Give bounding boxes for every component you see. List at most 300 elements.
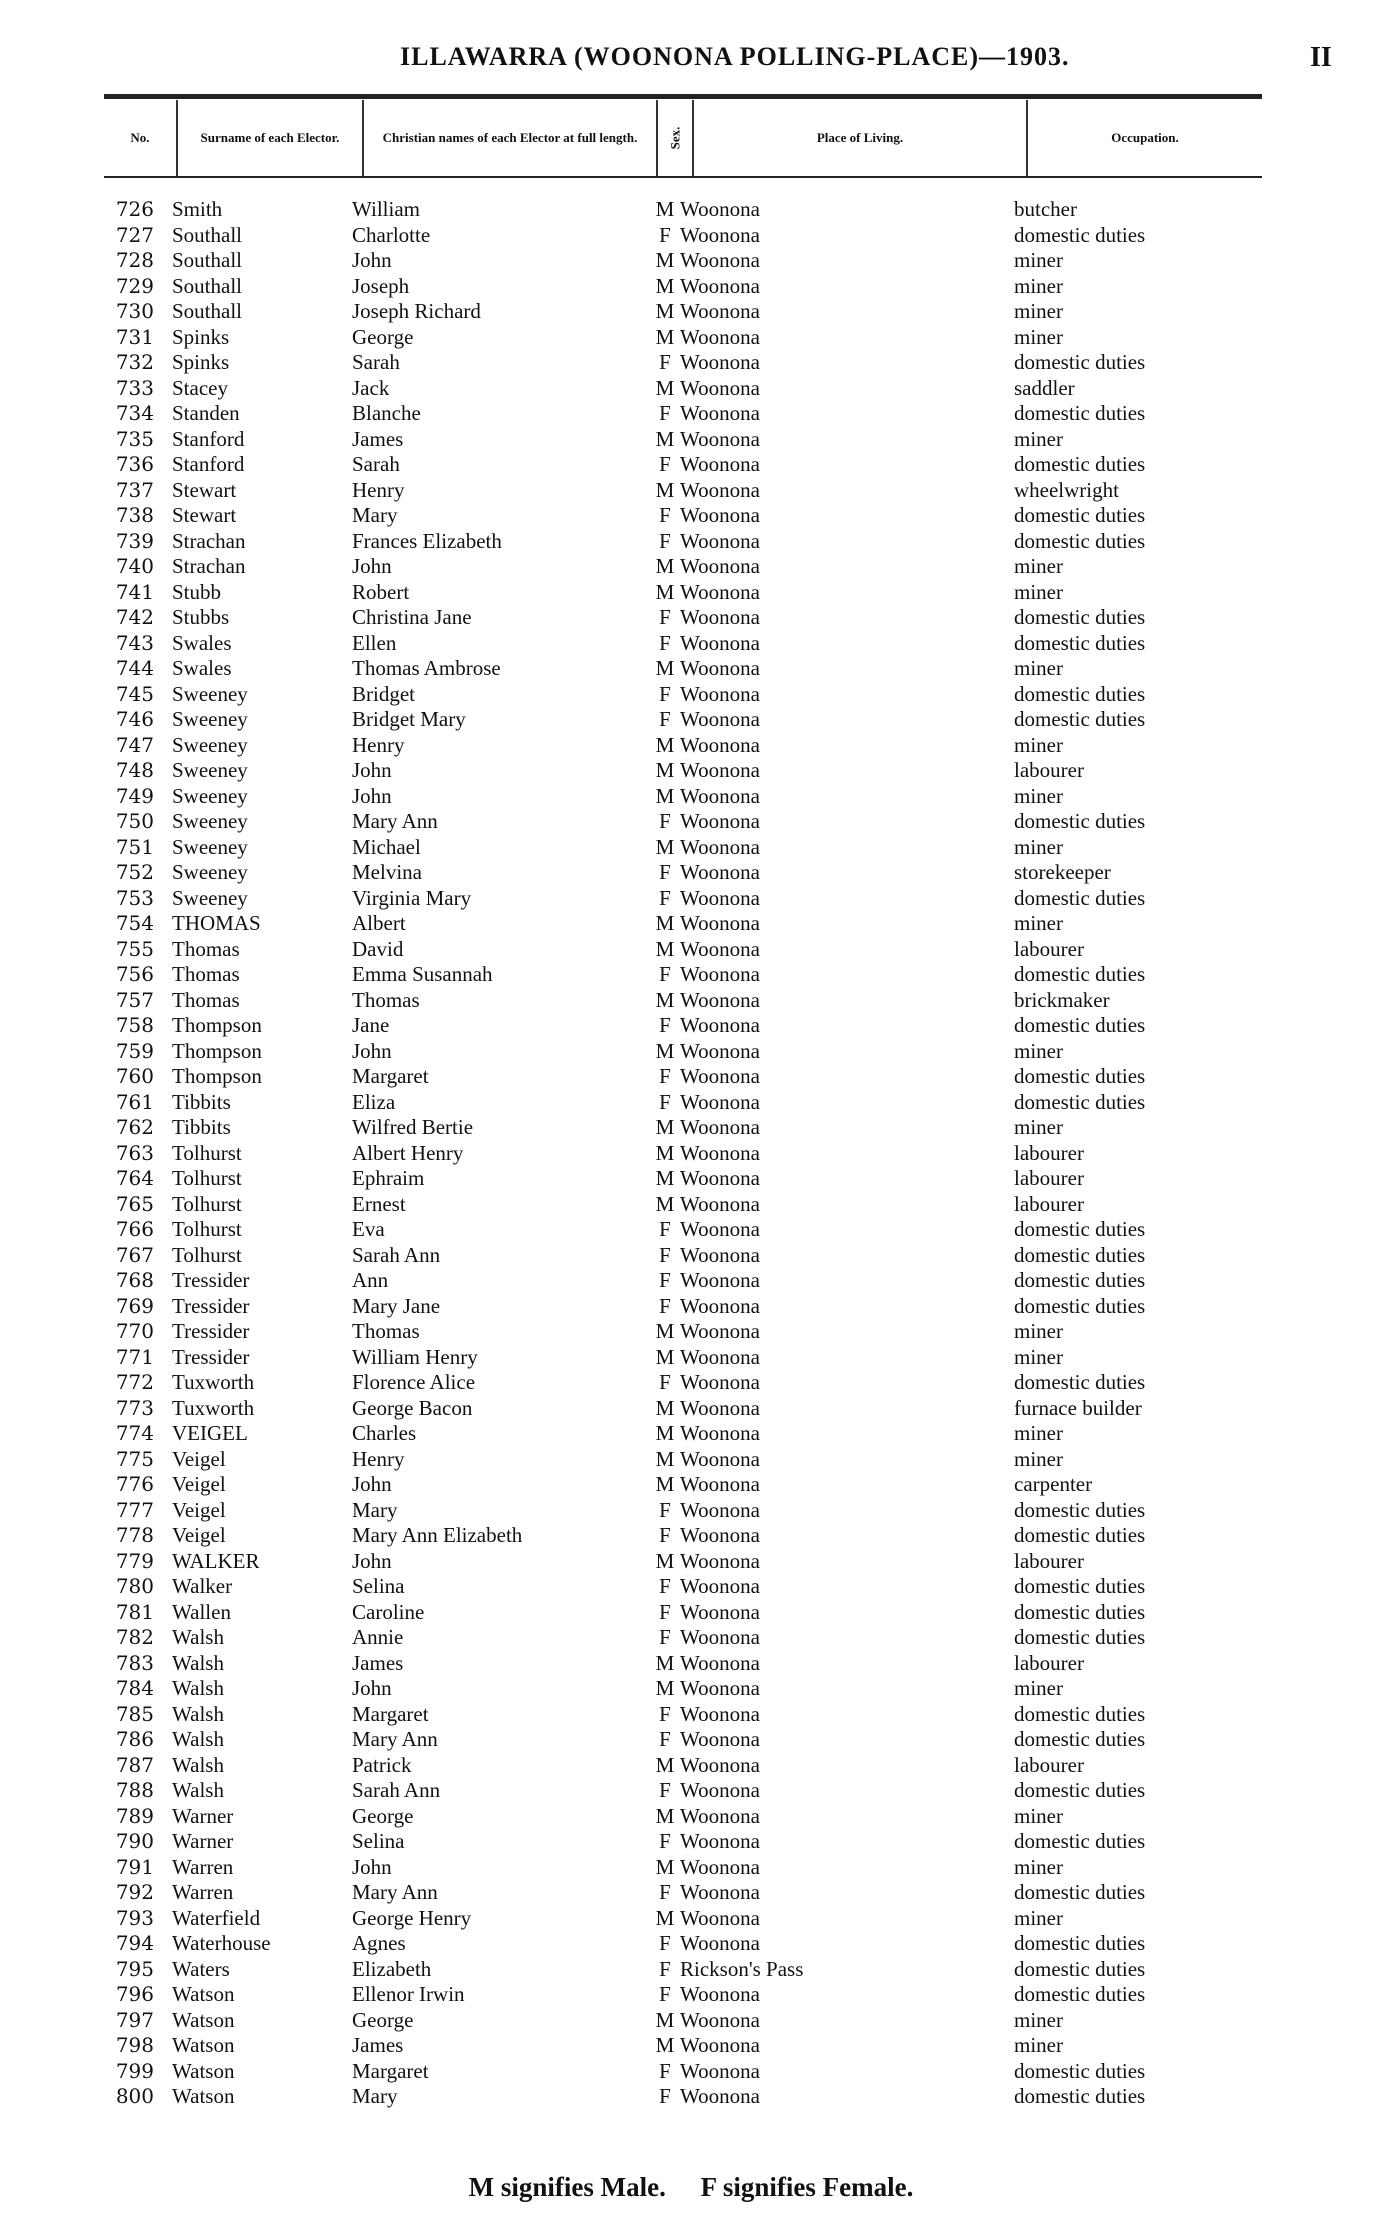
elector-occupation: domestic duties (1014, 605, 1146, 629)
elector-surname: Warren (172, 1880, 234, 1904)
table-row (0, 1702, 1382, 1728)
table-row (0, 1549, 1382, 1575)
elector-place: Woonona (680, 1370, 760, 1394)
elector-surname: Walsh (172, 1752, 224, 1777)
elector-sex: F (659, 681, 671, 706)
elector-sex: F (659, 809, 671, 833)
elector-sex: M (655, 1319, 675, 1343)
elector-number: 737 (115, 477, 154, 502)
elector-occupation: domestic duties (1014, 1701, 1146, 1726)
elector-number: 781 (115, 1599, 154, 1624)
elector-surname: Thomas (172, 962, 240, 986)
elector-christian-names: Caroline (352, 1599, 425, 1624)
elector-place: Woonona (680, 1548, 760, 1573)
elector-occupation: miner (1014, 732, 1063, 757)
elector-christian-names: Virginia Mary (352, 885, 472, 910)
elector-occupation: domestic duties (1014, 503, 1146, 527)
elector-occupation: furnace builder (1014, 1395, 1142, 1420)
elector-surname: Tibbits (172, 1089, 231, 1114)
table-row (0, 1141, 1382, 1167)
elector-number: 751 (115, 834, 154, 859)
elector-occupation: labourer (1014, 1650, 1084, 1675)
elector-christian-names: Patrick (352, 1752, 412, 1777)
elector-sex: F (659, 1599, 671, 1624)
elector-place: Woonona (680, 1344, 760, 1369)
elector-christian-names: John (352, 1472, 392, 1496)
elector-surname: Watson (172, 2058, 235, 2083)
elector-number: 748 (115, 758, 154, 782)
elector-number: 763 (115, 1140, 154, 1165)
elector-place: Woonona (680, 452, 760, 476)
elector-christian-names: Mary (352, 1497, 398, 1522)
elector-christian-names: Sarah (352, 350, 400, 374)
elector-place: Woonona (680, 1166, 760, 1190)
column-header-christian-names: Christian names of each Elector at full length. (364, 100, 658, 176)
elector-number: 753 (115, 885, 154, 910)
table-row (0, 1090, 1382, 1116)
elector-surname: Walsh (172, 1778, 224, 1802)
table-row (0, 656, 1382, 682)
elector-christian-names: Joseph (352, 273, 410, 298)
elector-christian-names: John (352, 1676, 392, 1700)
table-row (0, 554, 1382, 580)
elector-surname: Stewart (172, 477, 237, 502)
elector-place: Woonona (680, 1013, 760, 1037)
page-header (0, 42, 1382, 82)
elector-number: 745 (115, 681, 154, 706)
elector-number: 767 (115, 1242, 154, 1267)
elector-place: Woonona (680, 911, 760, 935)
elector-place: Woonona (680, 426, 760, 451)
table-row (0, 1166, 1382, 1192)
elector-christian-names: Albert (352, 911, 406, 935)
elector-christian-names: Mary Ann (352, 1880, 438, 1904)
elector-christian-names: Eva (352, 1217, 385, 1241)
elector-sex: M (655, 2007, 675, 2032)
elector-place: Woonona (680, 605, 760, 629)
elector-number: 762 (115, 1115, 154, 1139)
table-row (0, 707, 1382, 733)
elector-sex: M (655, 324, 675, 349)
elector-occupation: wheelwright (1014, 477, 1119, 502)
column-header-sex-label: Sex. (667, 126, 682, 150)
elector-occupation: domestic duties (1014, 962, 1146, 986)
elector-occupation: domestic duties (1014, 1523, 1146, 1547)
elector-place: Woonona (680, 2058, 760, 2083)
table-row (0, 631, 1382, 657)
elector-sex: F (659, 350, 671, 374)
elector-christian-names: Florence Alice (352, 1370, 476, 1394)
table-row (0, 2008, 1382, 2034)
elector-place: Woonona (680, 1293, 760, 1318)
elector-surname: Walsh (172, 1676, 224, 1700)
elector-place: Woonona (680, 630, 760, 655)
table-row (0, 248, 1382, 274)
column-header-no: No. (104, 100, 178, 176)
elector-christian-names: John (352, 248, 392, 272)
elector-occupation: domestic duties (1014, 809, 1146, 833)
elector-christian-names: Bridget (352, 681, 415, 706)
elector-surname: Spinks (172, 324, 230, 349)
elector-number: 785 (115, 1701, 154, 1726)
elector-sex: M (655, 911, 675, 935)
elector-surname: Swales (172, 656, 232, 680)
table-row (0, 682, 1382, 708)
elector-occupation: labourer (1014, 1140, 1084, 1165)
elector-surname: Sweeney (172, 885, 248, 910)
elector-sex: M (655, 375, 675, 400)
elector-surname: Tuxworth (172, 1370, 255, 1394)
elector-occupation: domestic duties (1014, 1242, 1146, 1267)
elector-sex: F (659, 1523, 671, 1547)
table-row (0, 2033, 1382, 2059)
elector-number: 773 (115, 1395, 154, 1420)
elector-number: 777 (115, 1497, 154, 1522)
elector-surname: Sweeney (172, 758, 248, 782)
elector-occupation: labourer (1014, 936, 1084, 961)
elector-christian-names: Selina (352, 1829, 405, 1853)
elector-surname: Smith (172, 197, 223, 221)
elector-christian-names: William Henry (352, 1344, 478, 1369)
elector-place: Woonona (680, 707, 760, 731)
elector-occupation: miner (1014, 579, 1063, 604)
table-row (0, 1880, 1382, 1906)
elector-sex: F (659, 1370, 671, 1394)
elector-sex: F (659, 2058, 671, 2083)
elector-number: 741 (115, 579, 154, 604)
table-row (0, 1039, 1382, 1065)
elector-place: Woonona (680, 1038, 760, 1063)
elector-christian-names: James (352, 426, 404, 451)
elector-christian-names: John (352, 783, 392, 808)
elector-christian-names: Ellenor Irwin (352, 1982, 465, 2006)
table-row (0, 1676, 1382, 1702)
elector-number: 794 (115, 1931, 154, 1955)
elector-christian-names: John (352, 758, 392, 782)
elector-place: Woonona (680, 324, 760, 349)
elector-number: 743 (115, 630, 154, 655)
elector-place: Woonona (680, 885, 760, 910)
table-row (0, 2084, 1382, 2110)
elector-place: Woonona (680, 273, 760, 298)
table-row (0, 223, 1382, 249)
elector-sex: M (655, 579, 675, 604)
elector-place: Woonona (680, 1064, 760, 1088)
elector-place: Woonona (680, 503, 760, 527)
elector-place: Woonona (680, 1446, 760, 1471)
elector-place: Woonona (680, 350, 760, 374)
elector-surname: Stubbs (172, 605, 230, 629)
elector-number: 730 (115, 299, 154, 323)
elector-number: 757 (115, 987, 154, 1012)
elector-place: Woonona (680, 1752, 760, 1777)
elector-christian-names: Sarah Ann (352, 1778, 441, 1802)
elector-surname: Standen (172, 401, 240, 425)
elector-occupation: miner (1014, 248, 1063, 272)
elector-surname: Tolhurst (172, 1217, 242, 1241)
elector-surname: Stanford (172, 426, 245, 451)
elector-occupation: miner (1014, 1344, 1063, 1369)
elector-christian-names: Henry (352, 477, 405, 502)
elector-place: Woonona (680, 1319, 760, 1343)
elector-surname: Watson (172, 1982, 235, 2006)
elector-sex: F (659, 452, 671, 476)
elector-christian-names: Eliza (352, 1089, 396, 1114)
elector-place: Woonona (680, 783, 760, 808)
elector-surname: Thompson (172, 1013, 262, 1037)
elector-surname: Warren (172, 1854, 234, 1879)
table-row (0, 1906, 1382, 1932)
elector-surname: Veigel (172, 1497, 226, 1522)
elector-place: Woonona (680, 222, 760, 247)
elector-occupation: domestic duties (1014, 2058, 1146, 2083)
elector-sex: F (659, 1625, 671, 1649)
elector-number: 759 (115, 1038, 154, 1063)
elector-place: Woonona (680, 962, 760, 986)
table-row (0, 1268, 1382, 1294)
elector-christian-names: Mary Ann Elizabeth (352, 1523, 523, 1547)
elector-number: 756 (115, 962, 154, 986)
elector-place: Woonona (680, 1854, 760, 1879)
elector-sex: M (655, 477, 675, 502)
elector-occupation: domestic duties (1014, 1625, 1146, 1649)
table-row (0, 835, 1382, 861)
elector-surname: Walsh (172, 1625, 224, 1649)
table-row (0, 1651, 1382, 1677)
table-row (0, 1753, 1382, 1779)
elector-place: Woonona (680, 579, 760, 604)
elector-christian-names: Charles (352, 1421, 417, 1445)
column-header-sex (658, 100, 694, 176)
elector-number: 782 (115, 1625, 154, 1649)
table-row (0, 1855, 1382, 1881)
elector-surname: Stanford (172, 452, 245, 476)
elector-number: 800 (115, 2084, 154, 2108)
elector-number: 774 (115, 1421, 154, 1445)
elector-sex: F (659, 1268, 671, 1292)
elector-christian-names: Charlotte (352, 222, 431, 247)
elector-place: Woonona (680, 1115, 760, 1139)
elector-surname: Veigel (172, 1446, 226, 1471)
elector-christian-names: Ann (352, 1268, 389, 1292)
elector-occupation: miner (1014, 554, 1063, 578)
elector-place: Woonona (680, 1727, 760, 1751)
elector-place: Woonona (680, 1497, 760, 1522)
elector-occupation: domestic duties (1014, 2084, 1146, 2108)
elector-sex: F (659, 503, 671, 527)
elector-christian-names: Annie (352, 1625, 404, 1649)
table-row (0, 988, 1382, 1014)
table-row (0, 325, 1382, 351)
elector-occupation: domestic duties (1014, 1293, 1146, 1318)
table-row (0, 1447, 1382, 1473)
elector-number: 789 (115, 1803, 154, 1828)
table-row (0, 1600, 1382, 1626)
table-row (0, 758, 1382, 784)
elector-place: Woonona (680, 656, 760, 680)
elector-number: 792 (115, 1880, 154, 1904)
elector-sex: M (655, 554, 675, 578)
elector-christian-names: John (352, 1038, 392, 1063)
elector-sex: M (655, 426, 675, 451)
legend-male: M signifies Male. (468, 2172, 666, 2202)
elector-place: Rickson's Pass (680, 1956, 804, 1981)
elector-surname: Walsh (172, 1727, 224, 1751)
elector-christian-names: George Henry (352, 1905, 472, 1930)
elector-occupation: labourer (1014, 1548, 1084, 1573)
elector-surname: WALKER (172, 1548, 260, 1573)
elector-occupation: domestic duties (1014, 222, 1146, 247)
elector-surname: Southall (172, 299, 243, 323)
elector-number: 742 (115, 605, 154, 629)
elector-number: 733 (115, 375, 154, 400)
elector-christian-names: Bridget Mary (352, 707, 466, 731)
elector-place: Woonona (680, 732, 760, 757)
table-row (0, 529, 1382, 555)
elector-christian-names: Joseph Richard (352, 299, 481, 323)
elector-occupation: butcher (1014, 197, 1077, 221)
elector-surname: Stacey (172, 375, 228, 400)
elector-sex: M (655, 1115, 675, 1139)
elector-surname: Watson (172, 2084, 235, 2108)
elector-christian-names: Sarah Ann (352, 1242, 441, 1267)
elector-place: Woonona (680, 758, 760, 782)
elector-place: Woonona (680, 1421, 760, 1445)
elector-place: Woonona (680, 681, 760, 706)
elector-christian-names: Sarah (352, 452, 400, 476)
elector-christian-names: Emma Susannah (352, 962, 493, 986)
table-row (0, 1192, 1382, 1218)
elector-number: 776 (115, 1472, 154, 1496)
elector-occupation: domestic duties (1014, 885, 1146, 910)
table-row (0, 1931, 1382, 1957)
elector-sex: M (655, 1854, 675, 1879)
elector-surname: Tibbits (172, 1115, 231, 1139)
elector-surname: Sweeney (172, 707, 248, 731)
elector-christian-names: Christina Jane (352, 605, 472, 629)
elector-number: 793 (115, 1905, 154, 1930)
elector-christian-names: Albert Henry (352, 1140, 464, 1165)
elector-occupation: miner (1014, 834, 1063, 859)
elector-place: Woonona (680, 375, 760, 400)
elector-sex: M (655, 1446, 675, 1471)
elector-number: 736 (115, 452, 154, 476)
table-row (0, 376, 1382, 402)
table-row (0, 1345, 1382, 1371)
elector-number: 771 (115, 1344, 154, 1369)
elector-christian-names: James (352, 1650, 404, 1675)
elector-place: Woonona (680, 1982, 760, 2006)
elector-sex: M (655, 197, 675, 221)
elector-sex: M (655, 1191, 675, 1216)
elector-place: Woonona (680, 987, 760, 1012)
elector-surname: Sweeney (172, 732, 248, 757)
table-row (0, 1243, 1382, 1269)
elector-sex: F (659, 962, 671, 986)
elector-number: 795 (115, 1956, 154, 1981)
elector-sex: F (659, 401, 671, 425)
elector-number: 791 (115, 1854, 154, 1879)
elector-place: Woonona (680, 1242, 760, 1267)
elector-surname: Strachan (172, 554, 246, 578)
table-row (0, 401, 1382, 427)
elector-occupation: domestic duties (1014, 401, 1146, 425)
elector-place: Woonona (680, 860, 760, 884)
elector-surname: Tressider (172, 1319, 250, 1343)
elector-place: Woonona (680, 477, 760, 502)
elector-place: Woonona (680, 1829, 760, 1853)
elector-number: 768 (115, 1268, 154, 1292)
elector-christian-names: William (352, 197, 420, 221)
elector-number: 790 (115, 1829, 154, 1853)
elector-surname: Thomas (172, 987, 240, 1012)
elector-number: 798 (115, 2033, 154, 2057)
elector-sex: M (655, 1472, 675, 1496)
table-row (0, 1294, 1382, 1320)
elector-place: Woonona (680, 1931, 760, 1955)
elector-place: Woonona (680, 1625, 760, 1649)
elector-sex: M (655, 1676, 675, 1700)
elector-occupation: domestic duties (1014, 452, 1146, 476)
elector-christian-names: James (352, 2033, 404, 2057)
elector-sex: M (655, 2033, 675, 2057)
elector-christian-names: Michael (352, 834, 421, 859)
elector-place: Woonona (680, 1599, 760, 1624)
elector-christian-names: Margaret (352, 1064, 429, 1088)
elector-christian-names: Margaret (352, 2058, 429, 2083)
elector-number: 755 (115, 936, 154, 961)
elector-number: 758 (115, 1013, 154, 1037)
elector-occupation: storekeeper (1014, 860, 1111, 884)
elector-surname: Tressider (172, 1268, 250, 1292)
elector-number: 799 (115, 2058, 154, 2083)
elector-number: 747 (115, 732, 154, 757)
elector-occupation: domestic duties (1014, 1599, 1146, 1624)
elector-occupation: labourer (1014, 1752, 1084, 1777)
elector-occupation: miner (1014, 426, 1063, 451)
elector-occupation: carpenter (1014, 1472, 1093, 1496)
elector-christian-names: Mary (352, 2084, 398, 2108)
elector-sex: F (659, 605, 671, 629)
elector-occupation: domestic duties (1014, 1829, 1146, 1853)
elector-sex: F (659, 1293, 671, 1318)
elector-place: Woonona (680, 1905, 760, 1930)
elector-number: 739 (115, 528, 154, 553)
elector-number: 746 (115, 707, 154, 731)
elector-occupation: miner (1014, 656, 1063, 680)
elector-number: 788 (115, 1778, 154, 1802)
elector-sex: M (655, 1344, 675, 1369)
elector-surname: Warner (172, 1803, 234, 1828)
legend (0, 2172, 1382, 2203)
elector-surname: Stubb (172, 579, 222, 604)
elector-place: Woonona (680, 197, 760, 221)
header-rule (104, 94, 1262, 99)
table-row (0, 1804, 1382, 1830)
elector-place: Woonona (680, 1880, 760, 1904)
table-row (0, 1957, 1382, 1983)
elector-surname: Tressider (172, 1293, 250, 1318)
elector-christian-names: John (352, 1854, 392, 1879)
elector-place: Woonona (680, 401, 760, 425)
elector-sex: F (659, 1982, 671, 2006)
elector-sex: M (655, 1166, 675, 1190)
table-row (0, 1319, 1382, 1345)
elector-christian-names: Wilfred Bertie (352, 1115, 474, 1139)
elector-sex: M (655, 834, 675, 859)
table-row (0, 1625, 1382, 1651)
elector-christian-names: Thomas (352, 987, 420, 1012)
